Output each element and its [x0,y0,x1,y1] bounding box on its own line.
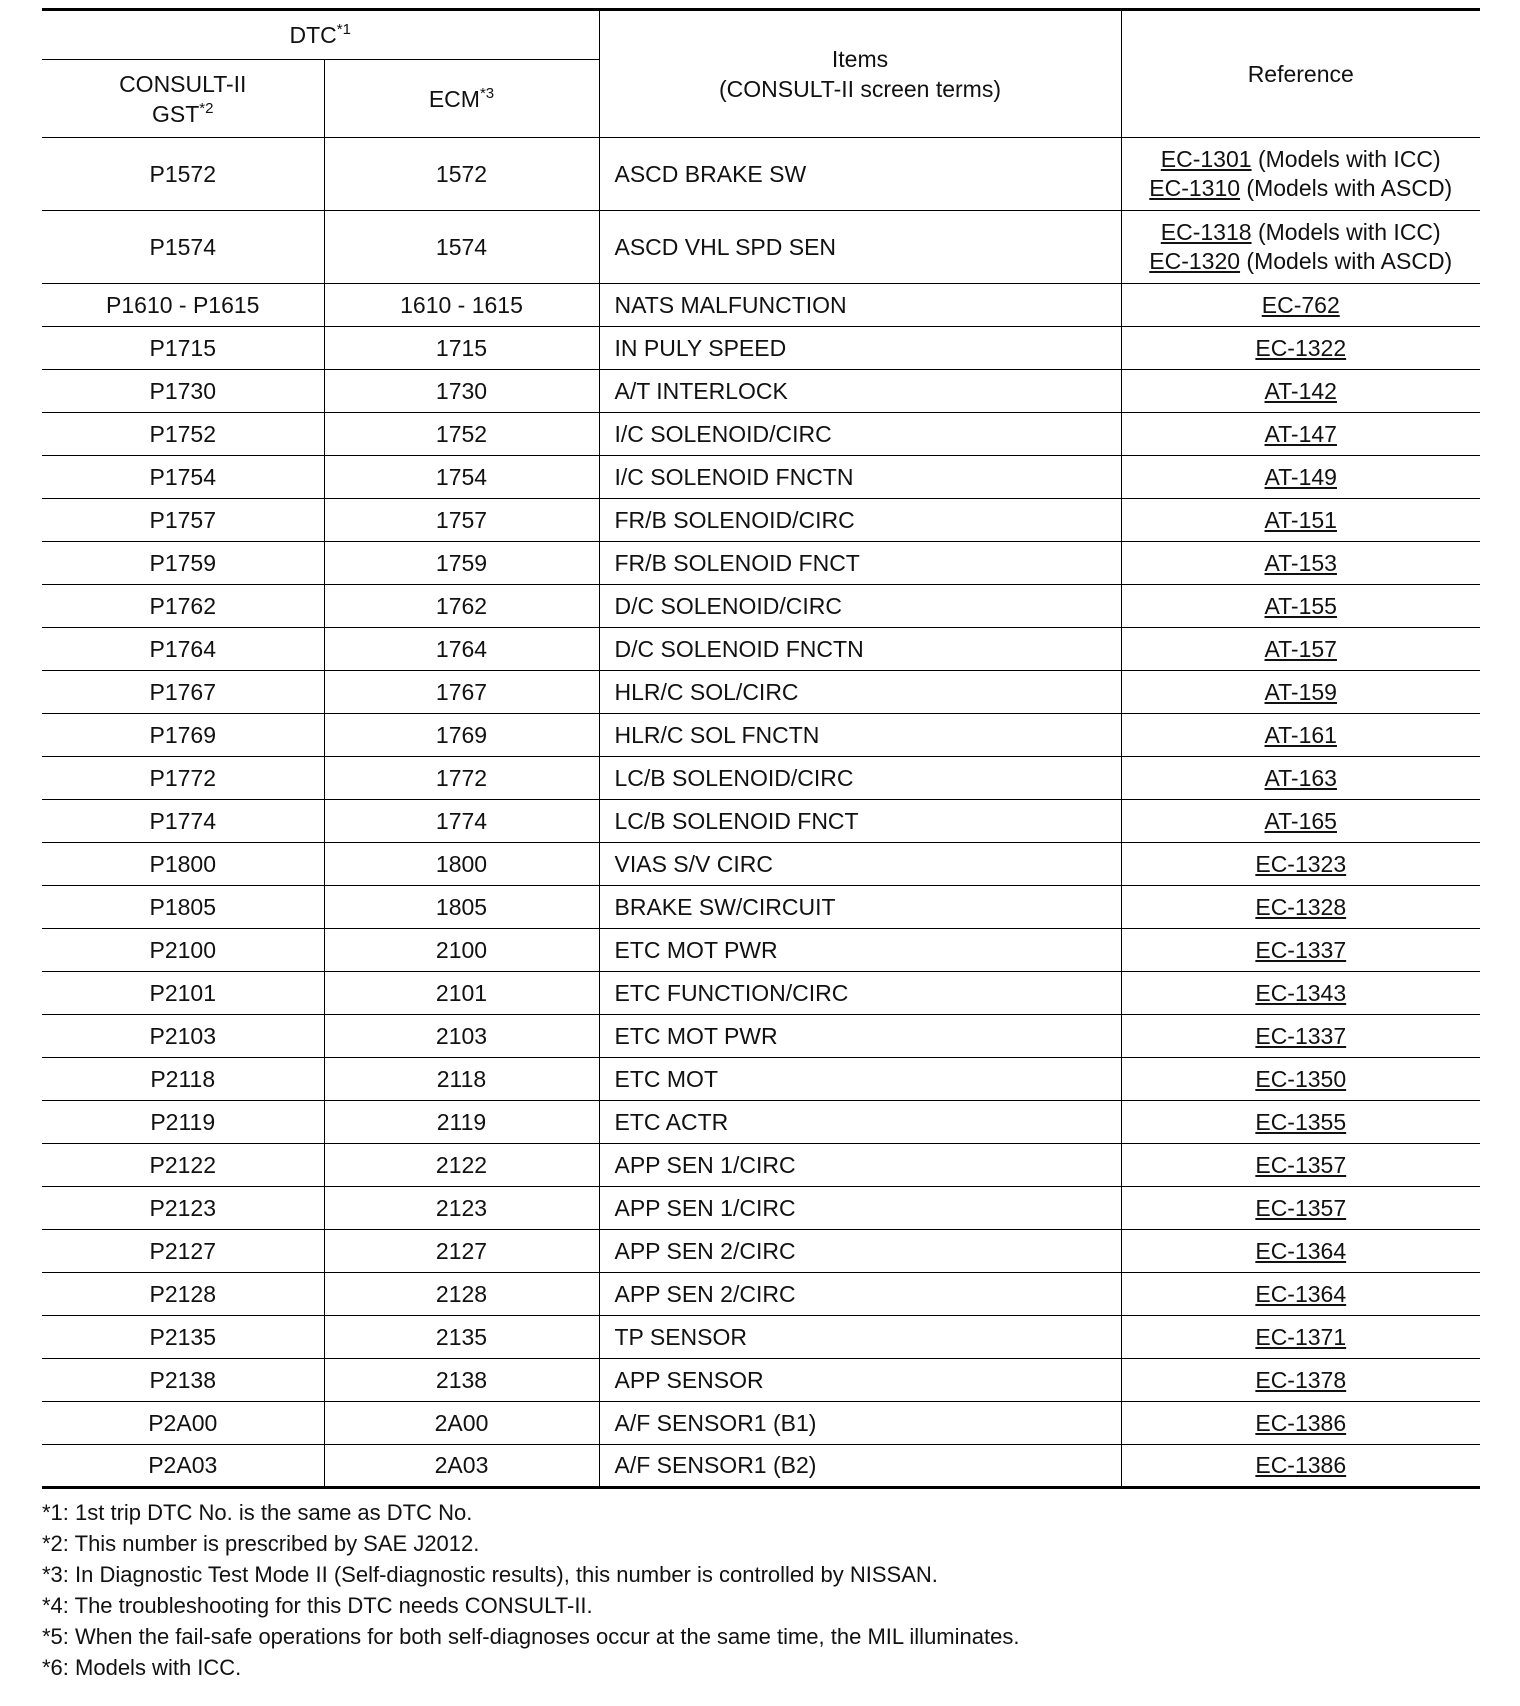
item-term: APP SENSOR [599,1359,1121,1402]
item-term: NATS MALFUNCTION [599,284,1121,327]
table-row [42,585,1480,628]
reference-link[interactable]: EC-1328 [1255,893,1347,920]
reference-line [1122,679,1481,706]
reference-link[interactable]: AT-151 [1264,506,1337,533]
reference-note: (Models with ICC) [1251,219,1441,245]
reference-link[interactable]: EC-1310 [1149,175,1241,201]
reference-link[interactable]: EC-1337 [1255,1022,1347,1049]
item-term: HLR/C SOL FNCTN [599,714,1121,757]
item-term: ASCD BRAKE SW [599,138,1121,211]
item-term: APP SEN 2/CIRC [599,1230,1121,1273]
reference-link[interactable]: EC-1350 [1255,1065,1347,1092]
ecm-code: 1762 [324,585,599,628]
table-row [42,1187,1480,1230]
reference-link[interactable]: EC-1386 [1255,1452,1347,1478]
item-term: FR/B SOLENOID/CIRC [599,499,1121,542]
reference-line [1122,636,1481,663]
consult-gst-code: P1715 [42,327,324,370]
ecm-code: 1610 - 1615 [324,284,599,327]
consult-gst-code: P1800 [42,843,324,886]
reference-link[interactable]: EC-1364 [1255,1280,1347,1307]
reference-cell [1121,284,1480,327]
item-term: A/F SENSOR1 (B1) [599,1402,1121,1445]
reference-note: (Models with ICC) [1251,146,1441,172]
item-term: I/C SOLENOID FNCTN [599,456,1121,499]
reference-link[interactable]: AT-161 [1264,721,1337,748]
dtc-table [42,8,1480,1489]
reference-cell [1121,800,1480,843]
table-row [42,1316,1480,1359]
item-term: ETC ACTR [599,1101,1121,1144]
item-term: D/C SOLENOID/CIRC [599,585,1121,628]
consult-gst-code: P2128 [42,1273,324,1316]
table-row [42,456,1480,499]
consult-gst-code: P2118 [42,1058,324,1101]
table-row [42,757,1480,800]
footnotes [42,1497,1480,1683]
reference-cell [1121,843,1480,886]
consult-gst-code: P1610 - P1615 [42,284,324,327]
reference-line [1122,421,1481,448]
consult-gst-code: P1754 [42,456,324,499]
table-row [42,542,1480,585]
table-row [42,843,1480,886]
reference-link[interactable]: EC-1320 [1149,248,1241,274]
reference-line [1122,722,1481,749]
reference-header: Reference [1121,10,1480,138]
reference-cell [1121,886,1480,929]
ecm-code: 1715 [324,327,599,370]
reference-line [1122,937,1481,964]
table-row [42,1230,1480,1273]
ecm-code: 2A03 [324,1445,599,1488]
consult-gst-code: P2103 [42,1015,324,1058]
reference-cell [1121,1101,1480,1144]
item-term: A/F SENSOR1 (B2) [599,1445,1121,1488]
ecm-code: 1774 [324,800,599,843]
table-row [42,714,1480,757]
ecm-code: 2138 [324,1359,599,1402]
consult-gst-code: P2A03 [42,1445,324,1488]
ecm-code: 1757 [324,499,599,542]
reference-cell [1121,413,1480,456]
consult-gst-code: P2101 [42,972,324,1015]
reference-link[interactable]: AT-165 [1264,807,1337,834]
reference-line [1122,894,1481,921]
table-header [42,10,1480,138]
reference-cell [1121,1445,1480,1488]
reference-line [1122,1109,1481,1136]
consult-gst-code: P1572 [42,138,324,211]
reference-cell [1121,585,1480,628]
reference-cell [1121,211,1480,284]
ecm-code: 1764 [324,628,599,671]
reference-line [1122,593,1481,620]
table-row [42,1402,1480,1445]
table-row [42,211,1480,284]
reference-cell [1121,1316,1480,1359]
items-header: Items (CONSULT-II screen terms) [599,10,1121,138]
reference-cell [1121,1273,1480,1316]
reference-line [1122,765,1481,792]
table-row [42,1445,1480,1488]
dtc-header: DTC$^{*1}$ [42,10,599,60]
consult-gst-code: P1759 [42,542,324,585]
consult-gst-code: P1767 [42,671,324,714]
reference-line [1122,464,1481,491]
consult-gst-code: P1769 [42,714,324,757]
reference-cell [1121,671,1480,714]
reference-cell [1121,1144,1480,1187]
table-row [42,138,1480,211]
reference-link[interactable]: EC-1318 [1160,219,1252,245]
table-row [42,1015,1480,1058]
reference-line [1122,1195,1481,1222]
consult-gst-code: P1730 [42,370,324,413]
reference-line [1122,335,1481,362]
consult-gst-code: P2A00 [42,1402,324,1445]
ecm-code: 1752 [324,413,599,456]
table-row [42,886,1480,929]
reference-line [1122,851,1481,878]
reference-link[interactable]: AT-159 [1264,678,1337,705]
reference-cell [1121,1187,1480,1230]
item-term: ETC MOT PWR [599,929,1121,972]
consult-gst-code: P1757 [42,499,324,542]
ecm-code: 1759 [324,542,599,585]
reference-line [1122,247,1481,276]
item-term: VIAS S/V CIRC [599,843,1121,886]
reference-cell [1121,327,1480,370]
ecm-code: 2123 [324,1187,599,1230]
reference-cell [1121,1058,1480,1101]
item-term: APP SEN 2/CIRC [599,1273,1121,1316]
reference-cell [1121,714,1480,757]
consult-gst-code: P2100 [42,929,324,972]
reference-line [1122,1281,1481,1308]
table-row [42,972,1480,1015]
reference-cell [1121,542,1480,585]
reference-cell [1121,456,1480,499]
reference-link[interactable]: AT-157 [1264,635,1337,662]
reference-link[interactable]: EC-1357 [1255,1194,1347,1221]
ecm-code: 1574 [324,211,599,284]
consult-gst-code: P1574 [42,211,324,284]
reference-note: (Models with ASCD) [1240,175,1453,201]
ecm-code: 1730 [324,370,599,413]
table-row [42,1273,1480,1316]
reference-cell [1121,929,1480,972]
reference-note: (Models with ASCD) [1240,248,1453,274]
item-term: D/C SOLENOID FNCTN [599,628,1121,671]
reference-cell [1121,499,1480,542]
item-term: TP SENSOR [599,1316,1121,1359]
table-row [42,327,1480,370]
ecm-code: 2122 [324,1144,599,1187]
ecm-code: 1772 [324,757,599,800]
ecm-code: 1767 [324,671,599,714]
item-term: A/T INTERLOCK [599,370,1121,413]
footnote: *2: This number is prescribed by SAE J2012. [42,1531,480,1556]
ecm-code: 2100 [324,929,599,972]
item-term: ETC FUNCTION/CIRC [599,972,1121,1015]
consult-gst-code: P1752 [42,413,324,456]
item-term: HLR/C SOL/CIRC [599,671,1121,714]
table-row [42,1359,1480,1402]
reference-link[interactable]: EC-1323 [1255,850,1347,877]
reference-link[interactable]: AT-147 [1264,420,1337,447]
reference-link[interactable]: EC-1301 [1160,146,1252,172]
ecm-code: 2119 [324,1101,599,1144]
reference-cell [1121,370,1480,413]
reference-cell [1121,628,1480,671]
reference-line [1122,1066,1481,1093]
reference-cell [1121,972,1480,1015]
reference-line [1122,1152,1481,1179]
ecm-code: 1800 [324,843,599,886]
table-row [42,800,1480,843]
reference-link[interactable]: EC-1322 [1255,334,1347,361]
reference-link[interactable]: EC-1364 [1255,1237,1347,1264]
footnote: *3: In Diagnostic Test Mode II (Self-diagnostic results), this number is controlled by NISSAN. [42,1562,938,1587]
reference-line [1122,145,1481,174]
reference-line [1122,1452,1481,1479]
footnote: *5: When the fail-safe operations for both self-diagnoses occur at the same time, the MIL illuminates. [42,1624,1020,1649]
reference-link[interactable]: EC-1378 [1255,1366,1347,1393]
reference-line [1122,292,1481,319]
footnote: *1: 1st trip DTC No. is the same as DTC No. [42,1500,473,1525]
table-row [42,413,1480,456]
reference-link[interactable]: EC-1337 [1255,936,1347,963]
item-term: ASCD VHL SPD SEN [599,211,1121,284]
consult-gst-code: P1762 [42,585,324,628]
footnote: *4: The troubleshooting for this DTC needs CONSULT-II. [42,1593,593,1618]
ecm-code: 1754 [324,456,599,499]
reference-link[interactable]: EC-1355 [1255,1108,1347,1135]
ecm-code: 2103 [324,1015,599,1058]
consult-gst-code: P2135 [42,1316,324,1359]
ecm-code: 2135 [324,1316,599,1359]
ecm-code: 2127 [324,1230,599,1273]
reference-cell [1121,1402,1480,1445]
item-term: FR/B SOLENOID FNCT [599,542,1121,585]
item-term: I/C SOLENOID/CIRC [599,413,1121,456]
table-row [42,628,1480,671]
consult-gst-code: P2122 [42,1144,324,1187]
consult-gst-code: P2123 [42,1187,324,1230]
item-term: APP SEN 1/CIRC [599,1187,1121,1230]
reference-link[interactable]: AT-153 [1264,549,1337,576]
dtc-document [42,8,1480,1683]
reference-line [1122,1238,1481,1265]
consult-gst-code: P1772 [42,757,324,800]
reference-link[interactable]: AT-163 [1264,764,1337,791]
consult-gst-header: CONSULT-II GST$^{*2}$ [42,60,324,138]
reference-link[interactable]: EC-1386 [1255,1409,1347,1436]
reference-cell [1121,1359,1480,1402]
reference-line [1122,1023,1481,1050]
consult-gst-code: P1764 [42,628,324,671]
item-term: APP SEN 1/CIRC [599,1144,1121,1187]
reference-link[interactable]: EC-1343 [1255,979,1347,1006]
reference-cell [1121,138,1480,211]
ecm-code: 2118 [324,1058,599,1101]
ecm-code: 1572 [324,138,599,211]
ecm-code: 2A00 [324,1402,599,1445]
reference-line [1122,980,1481,1007]
ecm-code: 2101 [324,972,599,1015]
reference-cell [1121,757,1480,800]
consult-gst-code: P2138 [42,1359,324,1402]
reference-cell [1121,1230,1480,1273]
reference-line [1122,507,1481,534]
item-term: ETC MOT PWR [599,1015,1121,1058]
ecm-code: 1805 [324,886,599,929]
reference-link[interactable]: AT-149 [1264,463,1337,490]
consult-gst-code: P1805 [42,886,324,929]
reference-link[interactable]: AT-142 [1264,377,1337,404]
reference-line [1122,378,1481,405]
reference-link[interactable]: EC-762 [1261,291,1340,318]
item-term: IN PULY SPEED [599,327,1121,370]
reference-line [1122,218,1481,247]
table-row [42,929,1480,972]
reference-cell [1121,1015,1480,1058]
reference-line [1122,1367,1481,1394]
ecm-code: 2128 [324,1273,599,1316]
consult-gst-code: P2119 [42,1101,324,1144]
item-term: ETC MOT [599,1058,1121,1101]
table-row [42,1144,1480,1187]
table-row [42,671,1480,714]
table-row [42,1101,1480,1144]
table-body [42,138,1480,1488]
item-term: LC/B SOLENOID/CIRC [599,757,1121,800]
consult-gst-code: P2127 [42,1230,324,1273]
reference-link[interactable]: EC-1357 [1255,1151,1347,1178]
table-row [42,284,1480,327]
item-term: LC/B SOLENOID FNCT [599,800,1121,843]
reference-line [1122,1324,1481,1351]
reference-line [1122,550,1481,577]
ecm-code: 1769 [324,714,599,757]
footnote: *6: Models with ICC. [42,1655,242,1680]
table-row [42,370,1480,413]
reference-line [1122,174,1481,203]
consult-gst-code: P1774 [42,800,324,843]
reference-link[interactable]: EC-1371 [1255,1323,1347,1350]
item-term: BRAKE SW/CIRCUIT [599,886,1121,929]
reference-line [1122,1410,1481,1437]
ecm-header: ECM$^{*3}$ [324,60,599,138]
table-row [42,1058,1480,1101]
reference-link[interactable]: AT-155 [1264,592,1337,619]
reference-line [1122,808,1481,835]
table-row [42,499,1480,542]
